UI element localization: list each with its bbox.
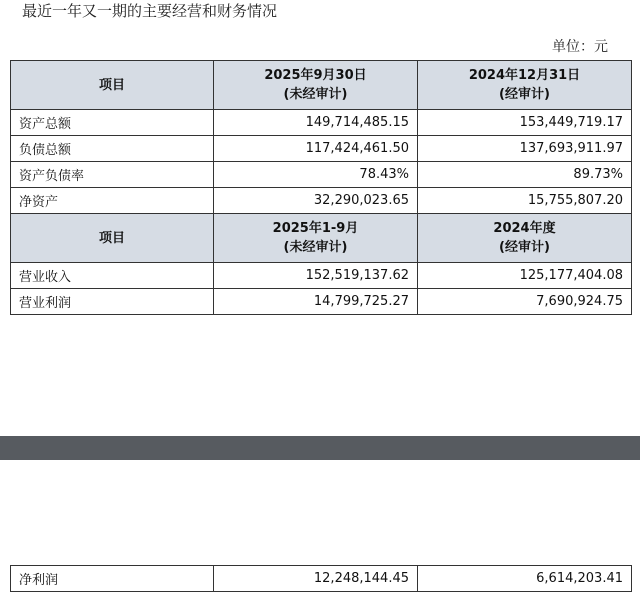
net-profit-table <box>10 565 632 592</box>
row-value-1: 14,799,725.27 <box>214 289 418 315</box>
row-value-1: 12,248,144.45 <box>214 566 418 592</box>
row-value-1: 32,290,023.65 <box>214 188 418 214</box>
header-col2-note: (经审计) <box>499 240 550 255</box>
row-value-2: 137,693,911.97 <box>418 136 632 162</box>
header-col2-date: 2024年12月31日 <box>468 68 581 83</box>
row-label: 净资产 <box>11 188 214 214</box>
table-row <box>11 188 632 214</box>
row-label: 营业收入 <box>11 263 214 289</box>
row-label: 负债总额 <box>11 136 214 162</box>
header-col1-note: (未经审计) <box>283 87 348 102</box>
header-col1-date: 2025年9月30日 <box>264 68 367 83</box>
header-col2 <box>418 61 632 110</box>
header-item: 项目 <box>11 214 214 263</box>
row-label: 资产负债率 <box>11 162 214 188</box>
page-title: 最近一年又一期的主要经营和财务情况 <box>22 2 278 20</box>
table-row <box>11 289 632 315</box>
table-row <box>11 110 632 136</box>
row-value-2: 153,449,719.17 <box>418 110 632 136</box>
header-col1 <box>214 214 418 263</box>
row-value-2: 7,690,924.75 <box>418 289 632 315</box>
table-row <box>11 263 632 289</box>
row-value-2: 89.73% <box>418 162 632 188</box>
row-value-1: 78.43% <box>214 162 418 188</box>
row-value-1: 117,424,461.50 <box>214 136 418 162</box>
table-row <box>11 162 632 188</box>
row-value-2: 6,614,203.41 <box>418 566 632 592</box>
header-col2-period: 2024年度 <box>493 221 556 236</box>
row-label: 净利润 <box>11 566 214 592</box>
row-label: 资产总额 <box>11 110 214 136</box>
header-col2 <box>418 214 632 263</box>
row-value-1: 152,519,137.62 <box>214 263 418 289</box>
row-value-1: 149,714,485.15 <box>214 110 418 136</box>
row-label: 营业利润 <box>11 289 214 315</box>
income-header-row <box>11 214 632 263</box>
header-col1-period: 2025年1-9月 <box>272 221 359 236</box>
header-col1 <box>214 61 418 110</box>
financial-table <box>10 60 632 315</box>
table-row <box>11 566 632 592</box>
divider-band <box>0 436 640 460</box>
header-col1-note: (未经审计) <box>283 240 348 255</box>
row-value-2: 15,755,807.20 <box>418 188 632 214</box>
table-row <box>11 136 632 162</box>
header-item: 项目 <box>11 61 214 110</box>
header-col2-note: (经审计) <box>499 87 550 102</box>
balance-header-row <box>11 61 632 110</box>
row-value-2: 125,177,404.08 <box>418 263 632 289</box>
unit-label: 单位：元 <box>552 39 608 55</box>
